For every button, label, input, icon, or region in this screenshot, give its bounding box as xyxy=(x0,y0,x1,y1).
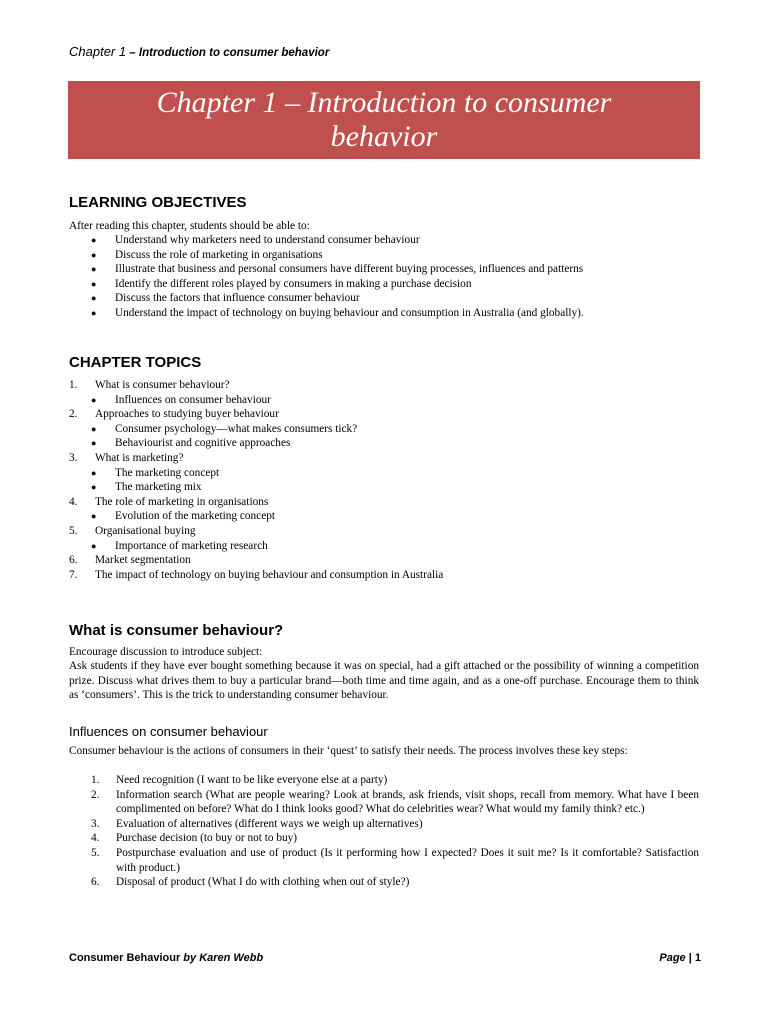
subtopic-row xyxy=(69,509,699,524)
page-footer xyxy=(69,952,701,964)
step-text: Postpurchase evaluation and use of product (Is it performing how I expected? Does it suit me? Is it comfortable? Satisfaction with product.) xyxy=(116,846,699,874)
learning-objectives-list xyxy=(69,233,699,321)
bullet-icon: ● xyxy=(91,235,97,245)
bullet-icon: ● xyxy=(91,249,97,260)
what-is-intro-line: Encourage discussion to introduce subject: xyxy=(69,646,263,658)
topic-number: 6. xyxy=(69,554,78,567)
step-number: 5. xyxy=(91,846,100,859)
topic-text: The impact of technology on buying behaviour and consumption in Australia xyxy=(95,568,444,581)
topic-text: What is marketing? xyxy=(95,451,184,464)
bullet-icon: ● xyxy=(91,438,97,449)
step-number: 1. xyxy=(91,774,100,786)
topic-number: 5. xyxy=(69,524,78,537)
list-item xyxy=(69,788,699,817)
topic-row xyxy=(69,495,699,510)
topic-text: What is consumer behaviour? xyxy=(95,379,230,391)
list-item xyxy=(69,817,699,832)
running-header xyxy=(69,44,329,59)
bullet-icon: ● xyxy=(91,540,97,551)
list-item xyxy=(69,773,699,788)
footer-book-credit xyxy=(69,952,263,964)
step-number: 4. xyxy=(91,832,100,845)
topic-row xyxy=(69,524,699,539)
bullet-icon: ● xyxy=(91,423,97,434)
footer-page-value: 1 xyxy=(694,952,701,964)
step-text: Disposal of product (What I do with clothing when out of style?) xyxy=(116,876,410,889)
topic-number: 4. xyxy=(69,495,78,508)
what-is-consumer-behaviour-heading: What is consumer behaviour? xyxy=(69,622,284,639)
topic-text: Market segmentation xyxy=(95,554,191,567)
topic-row xyxy=(69,553,699,568)
step-text: Information search (What are people wearing? Look at brands, ask friends, visit shops, recall from memory. What have I been complimented on before? What do I think looks good? What do celebrities wear? What would my family think? etc.) xyxy=(116,788,699,816)
subtopic-row xyxy=(69,480,699,495)
running-header-dash: – xyxy=(126,47,139,59)
topic-row xyxy=(69,568,699,583)
subtopic-text: Evolution of the marketing concept xyxy=(115,510,275,523)
topic-row xyxy=(69,407,699,422)
objective-text: Illustrate that business and personal consumers have different buying processes, influences and patterns xyxy=(115,263,584,276)
topic-row xyxy=(69,451,699,466)
list-item xyxy=(69,277,699,292)
topic-text: Organisational buying xyxy=(95,524,196,537)
subtopic-row xyxy=(69,422,699,437)
topic-text: The role of marketing in organisations xyxy=(95,495,269,508)
topic-text: Approaches to studying buyer behaviour xyxy=(95,408,279,421)
topic-row xyxy=(69,378,699,393)
subtopic-row xyxy=(69,539,699,554)
what-is-paragraph: Ask students if they have ever bought something because it was on special, had a gift attached or the possibility of winning a competition prize. Discuss what drives them to buy a particular brand—both time and time again, and as a one-off purchase. Encourage them to think as ‘consumers’. This is the trick to understanding consumer behaviour. xyxy=(69,660,699,702)
subtopic-row xyxy=(69,393,699,408)
topic-number: 7. xyxy=(69,568,78,581)
footer-book-title: Consumer Behaviour xyxy=(69,952,181,964)
chapter-title-line-2: behavior xyxy=(330,120,438,153)
list-item xyxy=(69,846,699,875)
objective-text: Understand the impact of technology on buying behaviour and consumption in Australia (and globally). xyxy=(115,306,584,319)
list-item xyxy=(69,875,699,890)
learning-objectives-heading: LEARNING OBJECTIVES xyxy=(69,194,247,211)
objective-text: Understand why marketers need to understand consumer behaviour xyxy=(115,234,420,246)
objective-text: Discuss the role of marketing in organisations xyxy=(115,248,323,261)
subtopic-text: Importance of marketing research xyxy=(115,539,268,552)
topic-number: 1. xyxy=(69,379,78,391)
subtopic-text: The marketing concept xyxy=(115,466,220,479)
objective-text: Discuss the factors that influence consumer behaviour xyxy=(115,292,360,305)
running-header-chapter: Chapter 1 xyxy=(69,44,127,59)
influences-paragraph: Consumer behaviour is the actions of consumers in their ‘quest’ to satisfy their needs. The process involves these key steps: xyxy=(69,745,628,757)
footer-page-label: Page xyxy=(659,952,686,964)
footer-author: by Karen Webb xyxy=(180,952,264,964)
list-item xyxy=(69,248,699,263)
bullet-icon: ● xyxy=(91,278,97,289)
subtopic-text: Influences on consumer behaviour xyxy=(115,393,271,406)
chapter-title-banner xyxy=(68,81,700,159)
step-text: Evaluation of alternatives (different ways we weigh up alternatives) xyxy=(116,817,423,830)
list-item xyxy=(69,306,699,321)
learning-objectives-intro: After reading this chapter, students should be able to: xyxy=(69,220,310,232)
subtopic-text: The marketing mix xyxy=(115,481,202,494)
step-text: Purchase decision (to buy or not to buy) xyxy=(116,832,298,845)
chapter-title-line-1: Chapter 1 – Introduction to consumer xyxy=(156,86,612,119)
bullet-icon: ● xyxy=(91,511,97,522)
list-item xyxy=(69,291,699,306)
running-header-subtitle: Introduction to consumer behavior xyxy=(138,47,330,59)
topic-number: 3. xyxy=(69,451,78,464)
subtopic-text: Consumer psychology—what makes consumers tick? xyxy=(115,422,358,435)
bullet-icon: ● xyxy=(91,293,97,304)
bullet-icon: ● xyxy=(91,307,97,318)
decision-steps-list xyxy=(69,773,699,890)
footer-page-number xyxy=(659,952,701,964)
bullet-icon: ● xyxy=(91,264,97,275)
step-number: 6. xyxy=(91,876,100,889)
bullet-icon: ● xyxy=(91,394,97,405)
step-number: 2. xyxy=(91,788,100,801)
bullet-icon: ● xyxy=(91,482,97,493)
influences-heading: Influences on consumer behaviour xyxy=(69,724,268,739)
list-item xyxy=(69,831,699,846)
subtopic-row xyxy=(69,436,699,451)
list-item xyxy=(69,233,699,248)
footer-separator: | xyxy=(685,952,695,964)
chapter-topics-list xyxy=(69,378,699,582)
subtopic-text: Behaviourist and cognitive approaches xyxy=(115,437,291,450)
objective-text: Identify the different roles played by consumers in making a purchase decision xyxy=(115,277,472,290)
step-text: Need recognition (I want to be like everyone else at a party) xyxy=(116,774,388,786)
topic-number: 2. xyxy=(69,408,78,421)
list-item xyxy=(69,262,699,277)
subtopic-row xyxy=(69,466,699,481)
step-number: 3. xyxy=(91,817,100,830)
chapter-topics-heading: CHAPTER TOPICS xyxy=(69,354,202,371)
bullet-icon: ● xyxy=(91,467,97,478)
